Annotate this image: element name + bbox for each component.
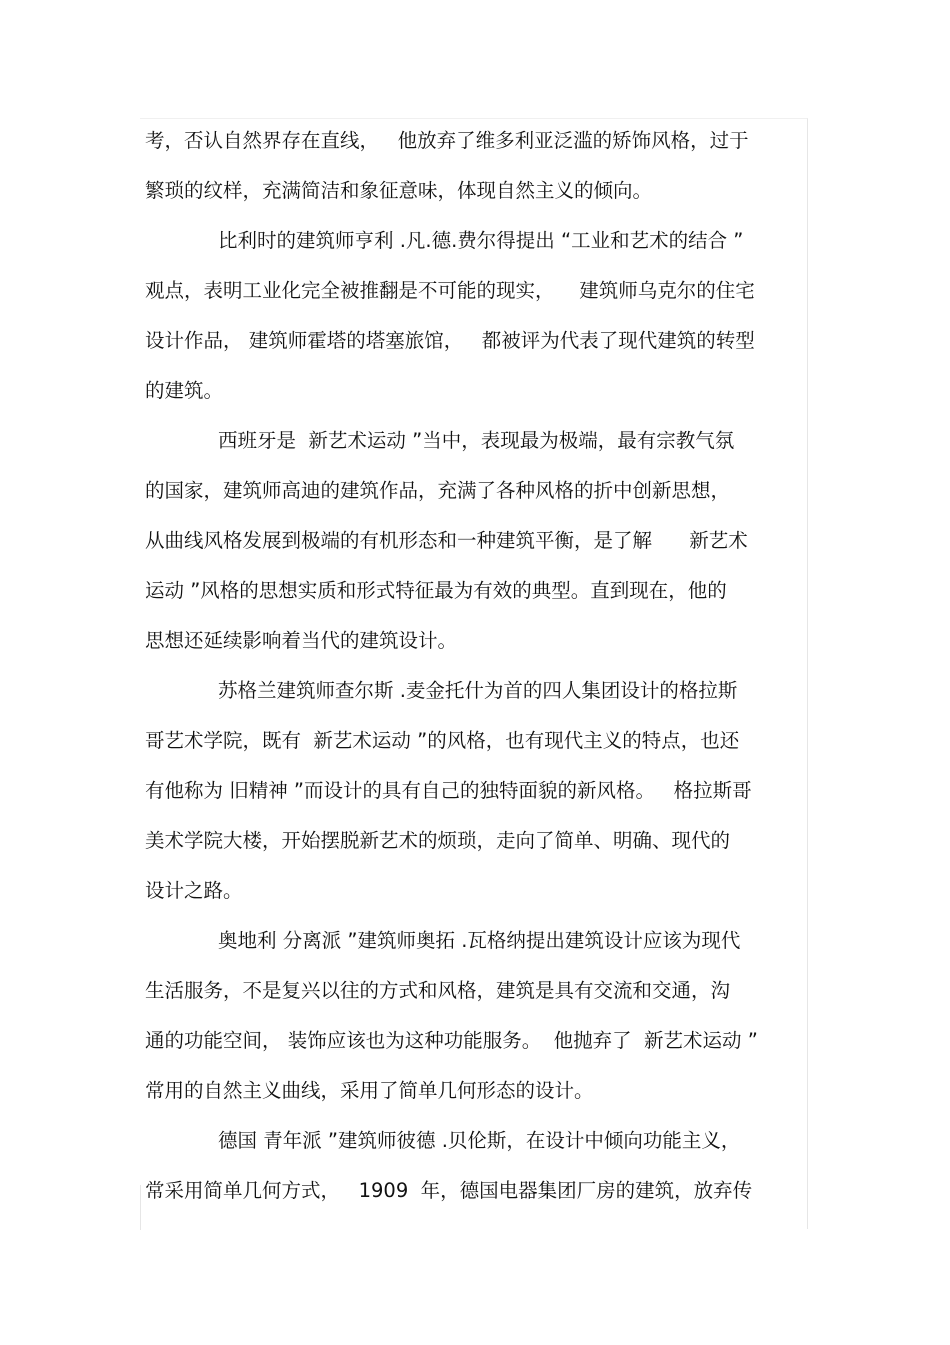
text-line: 观点，表明工业化完全被推翻是不可能的现实， 建筑师乌克尔的住宅 (145, 279, 755, 302)
text-line: 德国 青年派 ”建筑师彼德 .贝伦斯，在设计中倾向功能主义， (218, 1129, 741, 1152)
text-line: 考，否认自然界存在直线， 他放弃了维多利亚泛滥的矫饰风格，过于 (145, 129, 749, 152)
text-line: 设计作品， 建筑师霍塔的塔塞旅馆， 都被评为代表了现代建筑的转型 (145, 329, 755, 352)
text-line: 繁琐的纹样，充满简洁和象征意味，体现自然主义的倾向。 (145, 179, 653, 202)
text-line: 常采用简单几何方式， 1909 年，德国电器集团厂房的建筑，放弃传 (145, 1179, 753, 1202)
text-line: 从曲线风格发展到极端的有机形态和一种建筑平衡，是了解 新艺术 (145, 529, 748, 552)
text-line: 设计之路。 (145, 879, 243, 902)
text-line: 哥艺术学院，既有 新艺术运动 ”的风格，也有现代主义的特点，也还 (145, 729, 740, 752)
text-line: 有他称为 旧精神 ”而设计的具有自己的独特面貌的新风格。 格拉斯哥 (145, 779, 752, 802)
text-line: 美术学院大楼，开始摆脱新艺术的烦琐，走向了简单、明确、现代的 (145, 829, 731, 852)
text-line: 的国家，建筑师高迪的建筑作品，充满了各种风格的折中创新思想， (145, 479, 731, 502)
text-line: 思想还延续影响着当代的建筑设计。 (145, 629, 458, 652)
text-line: 常用的自然主义曲线，采用了简单几何形态的设计。 (145, 1079, 594, 1102)
text-line: 的建筑。 (145, 379, 224, 402)
text-line: 生活服务，不是复兴以往的方式和风格，建筑是具有交流和交通，沟 (145, 979, 731, 1002)
text-line: 苏格兰建筑师查尔斯 .麦金托什为首的四人集团设计的格拉斯 (218, 679, 738, 702)
text-line: 通的功能空间， 装饰应该也为这种功能服务。 他抛弃了 新艺术运动 ” (145, 1029, 758, 1052)
text-line: 西班牙是 新艺术运动 ”当中，表现最为极端，最有宗教气氛 (218, 429, 735, 452)
page-frame-edge (140, 1185, 141, 1230)
text-line: 比利时的建筑师亨利 .凡.德.费尔得提出 “工业和艺术的结合 ” (218, 229, 744, 252)
text-line: 奥地利 分离派 ”建筑师奥拓 .瓦格纳提出建筑设计应该为现代 (218, 929, 741, 952)
text-line: 运动 ”风格的思想实质和形式特征最为有效的典型。直到现在，他的 (145, 579, 727, 602)
